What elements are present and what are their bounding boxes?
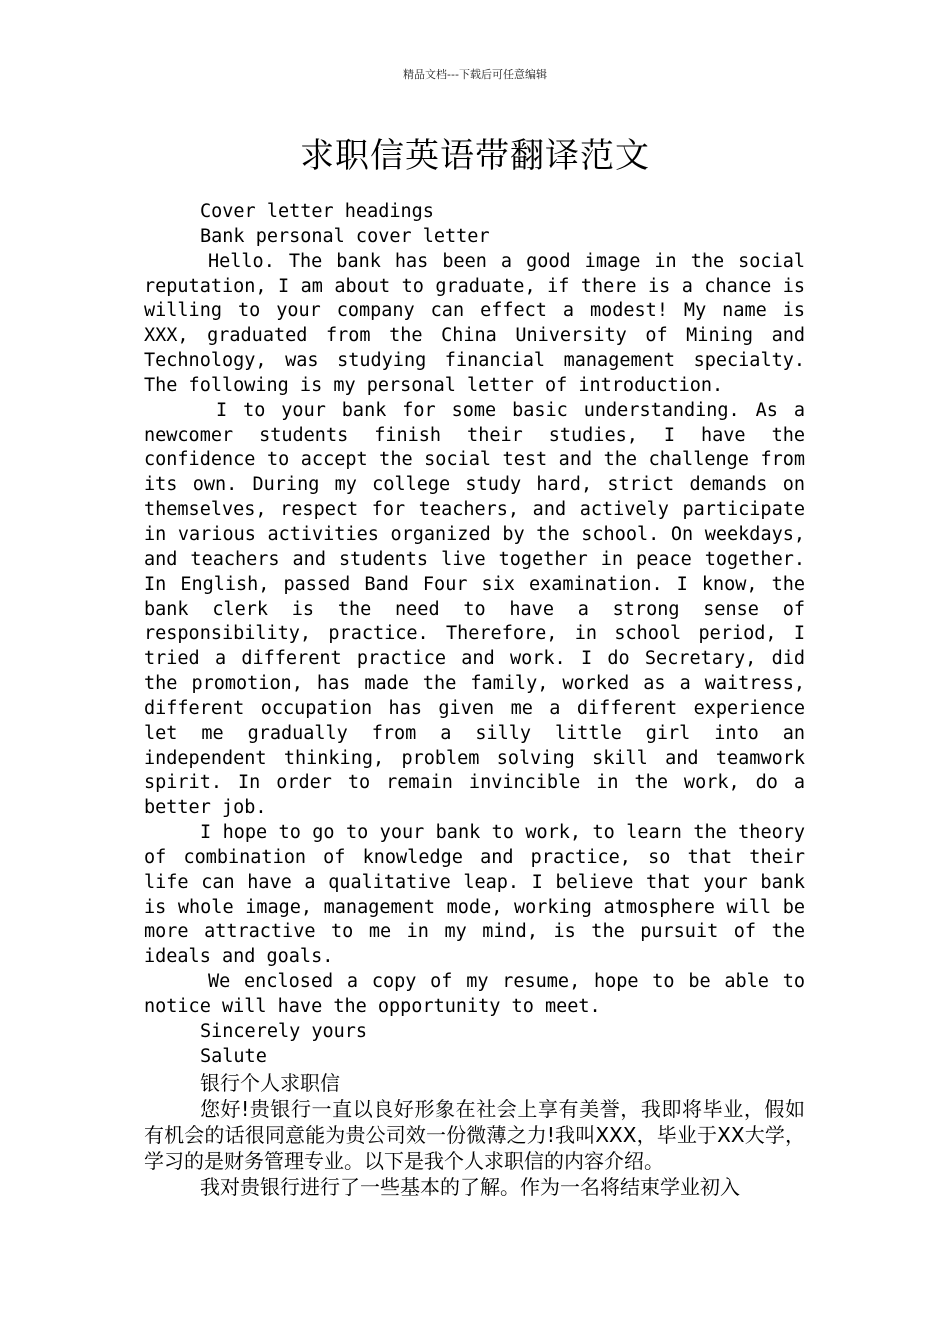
paragraph-understanding: I to your bank for some basic understanding. As a newcomer students finish their studies, I have the confidence to accept the social test and the challenge from its own. During my college study hard, strict demands on themselves, respect for teachers, and actively participate in various activities organized by the school. On weekdays, and teachers and students live together in peace together. In English, passed Band Four six examination. I know, the bank clerk is the need to have a strong sense of responsibility, practice. Therefore, in school period, I tried a different practice and work. I do Secretary, did the promotion, has made the family, worked as a waitress, different occupation has given me a different experience let me gradually from a silly little girl into an independent thinking, problem solving skill and teamwork spirit. In order to remain invincible in the work, do a better job.: [144, 399, 805, 819]
document-title: 求职信英语带翻译范文: [300, 136, 650, 176]
paragraph-heading-2: Bank personal cover letter: [200, 225, 490, 247]
paragraph-zh-greeting: 您好!贵银行一直以良好形象在社会上享有美誉，我即将毕业，假如有机会的话很同意能为贵公司效一份微薄之力!我叫XXX，毕业于XX大学，学习的是财务管理专业。以下是我个人求职信的内容介绍。: [144, 1096, 805, 1173]
paragraph-zh-understanding: 我对贵银行进行了一些基本的了解。作为一名将结束学业初入: [200, 1174, 740, 1199]
paragraph-hope: I hope to go to your bank to work, to learn the theory of combination of knowledge and practice, so that their life can have a qualitative leap. I believe that your bank is whole image, management mode, working atmosphere will be more attractive to me in my mind, is the pursuit of the ideals and goals.: [144, 822, 805, 968]
paragraph-heading-1: Cover letter headings: [200, 201, 434, 222]
paragraph-greeting: Hello. The bank has been a good image in the social reputation, I am about to graduate, if there is a chance is willing to your company can effect a modest! My name is XXX, graduated from the China University of Mining and Technology, was studying financial management specialty. The following is my personal letter of introduction.: [144, 250, 805, 396]
paragraph-zh-heading: 银行个人求职信: [200, 1070, 340, 1095]
header-note: 精品文档---下载后可任意编辑: [403, 68, 547, 81]
paragraph-closing: Sincerely yours: [200, 1020, 368, 1042]
paragraph-resume: We enclosed a copy of my resume, hope to be able to notice will have the opportunity to meet.: [144, 971, 805, 1017]
document-body: [144, 200, 805, 1200]
paragraph-salute: Salute: [200, 1045, 267, 1067]
